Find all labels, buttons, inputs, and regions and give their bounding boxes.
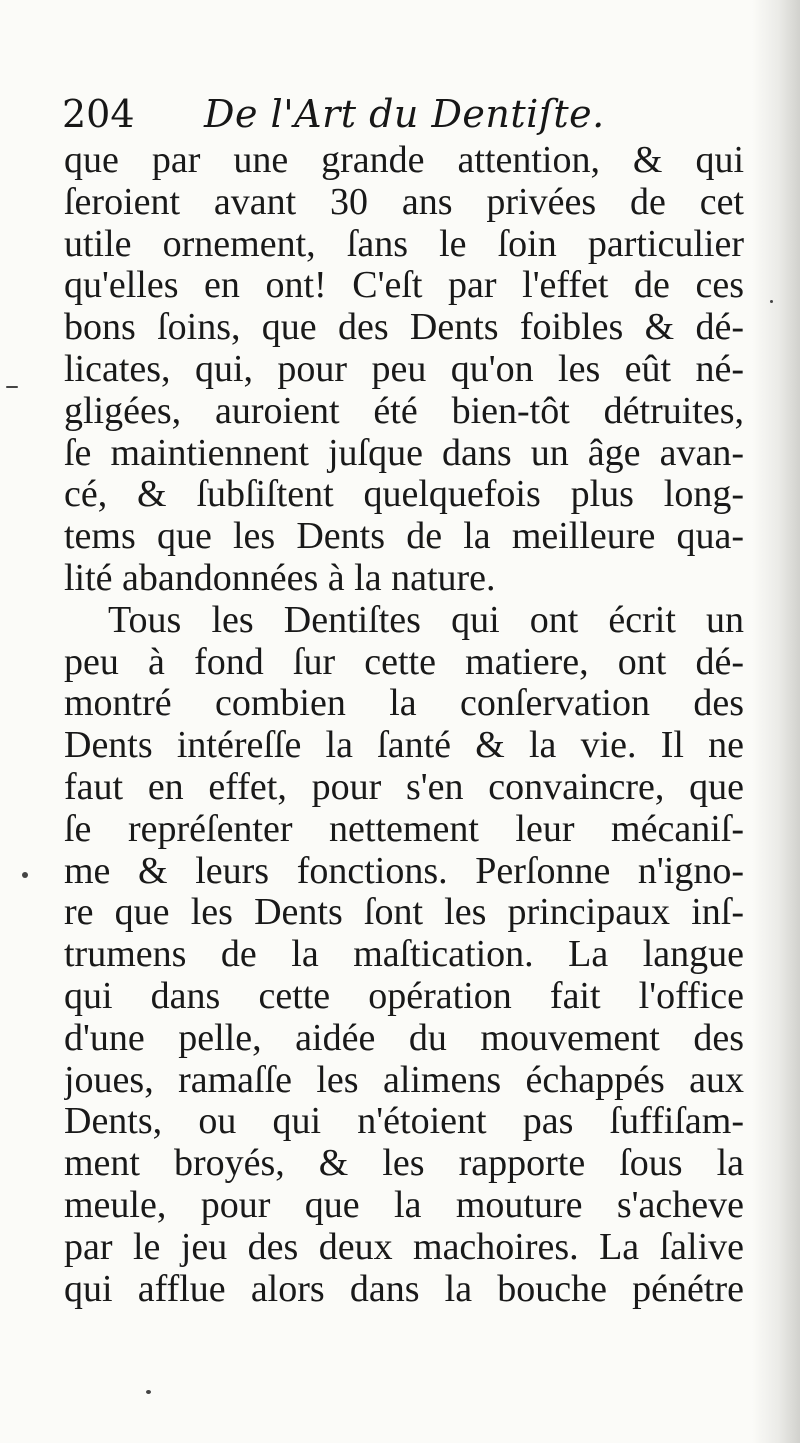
page-edge-shadow [752,0,800,1443]
text-line: trumens de la maſtication. La langue [64,934,744,976]
text-line: utile ornement, ſans le ſoin particulier [64,223,744,265]
text-line: re que les Dents ſont les principaux inſ- [64,892,744,934]
text-line: bons ſoins, que des Dents foibles & dé- [64,307,744,349]
text-line: par le jeu des deux machoires. La ſalive [64,1226,744,1268]
text-line: peu à fond ſur cette matiere, ont dé- [64,641,744,683]
ink-speck [22,872,28,878]
page-number: 204 [62,92,135,136]
body-text [64,140,744,1310]
ink-speck [146,1390,151,1394]
text-line: ſeroient avant 30 ans privées de cet [64,181,744,223]
running-title: De l'Art du Dentiſte. [204,92,605,136]
text-line: ſe repréſenter nettement leur mécaniſ- [64,808,744,850]
text-line: me & leurs fonctions. Perſonne n'igno- [64,850,744,892]
text-line: qui dans cette opération fait l'office [64,975,744,1017]
text-line: joues, ramaſſe les alimens échappés aux [64,1059,744,1101]
text-line: licates, qui, pour peu qu'on les eût né- [64,348,744,390]
text-line: faut en effet, pour s'en convaincre, que [64,766,744,808]
text-line: Dents intéreſſe la ſanté & la vie. Il ne [64,725,744,767]
text-line: lité abandonnées à la nature. [64,557,496,599]
ink-speck [6,386,18,388]
text-line: meule, pour que la mouture s'acheve [64,1184,744,1226]
text-line: tems que les Dents de la meilleure qua- [64,516,744,558]
text-line: ſe maintiennent juſque dans un âge avan- [64,432,744,474]
text-line: ment broyés, & les rapporte ſous la [64,1143,744,1185]
ink-speck [770,300,773,303]
text-line: cé, & ſubſiſtent quelquefois plus long- [64,474,744,516]
text-line: gligées, auroient été bien-tôt détruites, [64,390,744,432]
text-line: d'une pelle, aidée du mouvement des [64,1017,744,1059]
text-line: qu'elles en ont! C'eſt par l'effet de ces [64,265,744,307]
text-line: que par une grande attention, & qui [64,140,744,181]
page-header [62,88,742,140]
paragraph-first-line: Tous les Dentiſtes qui ont écrit un [108,599,744,641]
text-line: Dents, ou qui n'étoient pas ſuffiſam- [64,1101,744,1143]
text-line: qui afflue alors dans la bouche pénétre [64,1268,744,1310]
text-line: montré combien la conſervation des [64,683,744,725]
